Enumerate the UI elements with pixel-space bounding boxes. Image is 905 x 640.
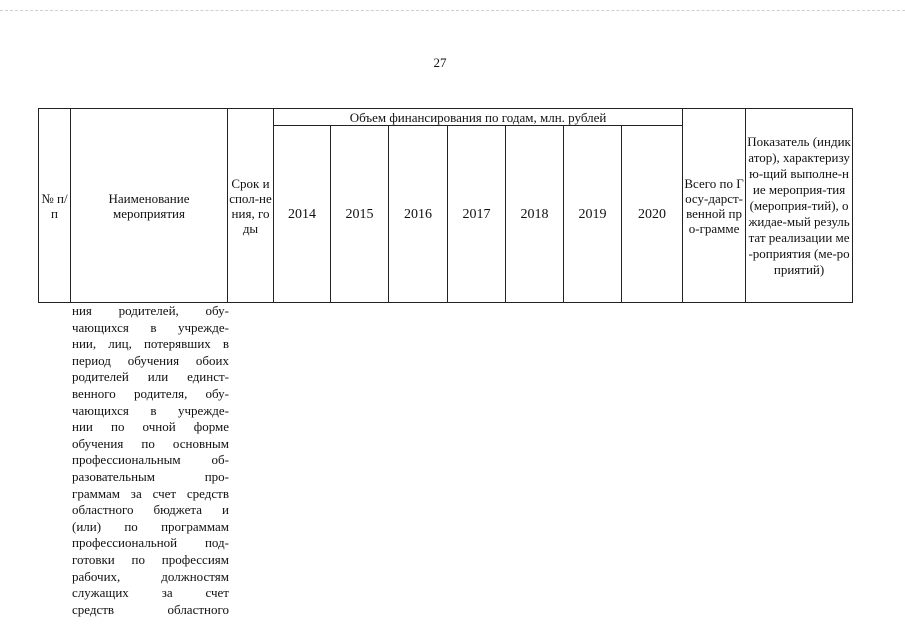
header-indicator: Показатель (индикатор), характеризую-щий выполне-ние мероприя-тия (мероприя-тий), ожидае-мый результат реализации ме-роприятия (ме-роприятий) bbox=[746, 109, 853, 303]
header-name: Наименование мероприятия bbox=[71, 109, 228, 303]
header-year: 2018 bbox=[506, 126, 564, 303]
text-line: профессиональной под- bbox=[72, 535, 229, 551]
text-line: служащих за счет bbox=[72, 585, 229, 601]
scan-edge-line bbox=[0, 10, 905, 11]
header-year: 2020 bbox=[622, 126, 683, 303]
text-line: рабочих, должностям bbox=[72, 568, 229, 584]
text-line: профессиональным об- bbox=[72, 452, 229, 468]
header-total: Всего по Госу-дарст-венной про-грамме bbox=[683, 109, 746, 303]
text-line: чающихся в учрежде- bbox=[72, 402, 229, 418]
text-line: готовки по профессиям bbox=[72, 551, 229, 567]
header-year: 2015 bbox=[331, 126, 389, 303]
text-line: средств областного bbox=[72, 601, 229, 617]
text-line: граммам за счет средств bbox=[72, 485, 229, 501]
text-line: разовательным про- bbox=[72, 468, 229, 484]
activity-name-text bbox=[72, 303, 229, 618]
header-financing-group: Объем финансирования по годам, млн. рублей bbox=[274, 109, 683, 126]
text-line: (или) по программам bbox=[72, 518, 229, 534]
page-number: 27 bbox=[433, 55, 447, 70]
text-line: венного родителя, обу- bbox=[72, 385, 229, 401]
text-line: областного бюджета и bbox=[72, 502, 229, 518]
header-year: 2017 bbox=[448, 126, 506, 303]
header-term: Срок испол-нения, годы bbox=[228, 109, 274, 303]
header-year: 2014 bbox=[274, 126, 331, 303]
text-line: ния родителей, обу- bbox=[72, 303, 229, 318]
header-year: 2019 bbox=[564, 126, 622, 303]
text-line: период обучения обоих bbox=[72, 352, 229, 368]
header-number: № п/п bbox=[39, 109, 71, 303]
text-line: чающихся в учрежде- bbox=[72, 319, 229, 335]
financing-table-header bbox=[38, 108, 853, 303]
header-year: 2016 bbox=[389, 126, 448, 303]
text-line: нии по очной форме bbox=[72, 419, 229, 435]
text-line: обучения по основным bbox=[72, 435, 229, 451]
text-line: нии, лиц, потерявших в bbox=[72, 336, 229, 352]
text-line: родителей или единст- bbox=[72, 369, 229, 385]
